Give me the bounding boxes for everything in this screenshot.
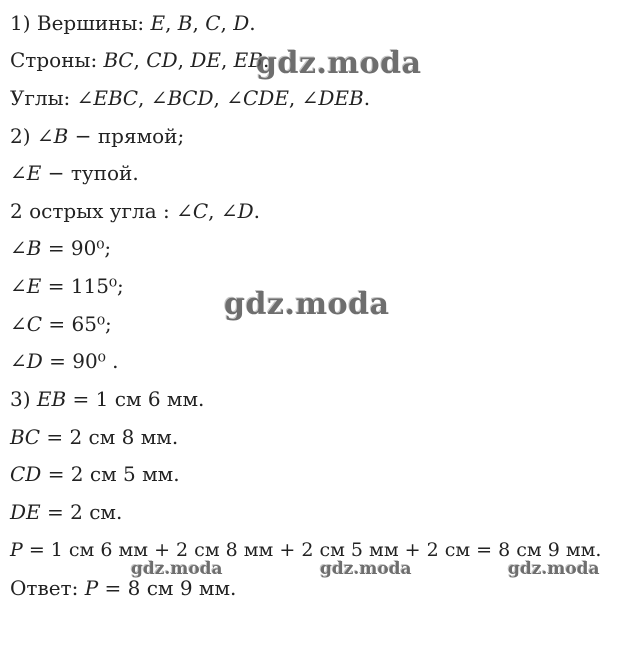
watermark-bottom-center: gdz.moda: [320, 559, 412, 579]
text-line-perimeter: 𝑃 = 1 см 6 мм + 2 см 8 мм + 2 см 5 мм + 2 см = 8 см 9 мм.: [10, 539, 602, 561]
text-line-obtuse-angle: ∠𝐸 − тупой.: [10, 161, 139, 185]
text-line-side-cd: 𝐶𝐷 = 2 см 5 мм.: [10, 462, 180, 486]
watermark-bottom-left: gdz.moda: [131, 559, 223, 579]
text-line-angle-b: ∠𝐵 = 90⁰;: [10, 236, 112, 260]
watermark-top: gdz.moda: [256, 46, 422, 81]
text-line-acute-angles: 2 острых угла : ∠𝐶, ∠𝐷.: [10, 199, 260, 223]
text-line-side-de: 𝐷𝐸 = 2 см.: [10, 500, 123, 524]
text-line-right-angle: 2) ∠𝐵 − прямой;: [10, 124, 185, 148]
text-line-answer: Ответ: 𝑃 = 8 см 9 мм.: [10, 576, 237, 600]
text-line-angle-d: ∠𝐷 = 90⁰ .: [10, 349, 119, 373]
text-line-sides: Строны: 𝐵𝐶, 𝐶𝐷, 𝐷𝐸, 𝐸𝐵.: [10, 48, 270, 72]
text-line-side-eb: 3) 𝐸𝐵 = 1 см 6 мм.: [10, 387, 205, 411]
text-line-angle-e: ∠𝐸 = 115⁰;: [10, 274, 124, 298]
text-line-angle-c: ∠𝐶 = 65⁰;: [10, 312, 112, 336]
watermark-bottom-right: gdz.moda: [508, 559, 600, 579]
watermark-middle: gdz.moda: [224, 287, 390, 322]
text-line-angles: Углы: ∠𝐸𝐵𝐶, ∠𝐵𝐶𝐷, ∠𝐶𝐷𝐸, ∠𝐷𝐸𝐵.: [10, 86, 371, 110]
text-line-side-bc: 𝐵𝐶 = 2 см 8 мм.: [10, 425, 179, 449]
text-line-vertices: 1) Вершины: 𝐸, 𝐵, 𝐶, 𝐷.: [10, 11, 256, 35]
